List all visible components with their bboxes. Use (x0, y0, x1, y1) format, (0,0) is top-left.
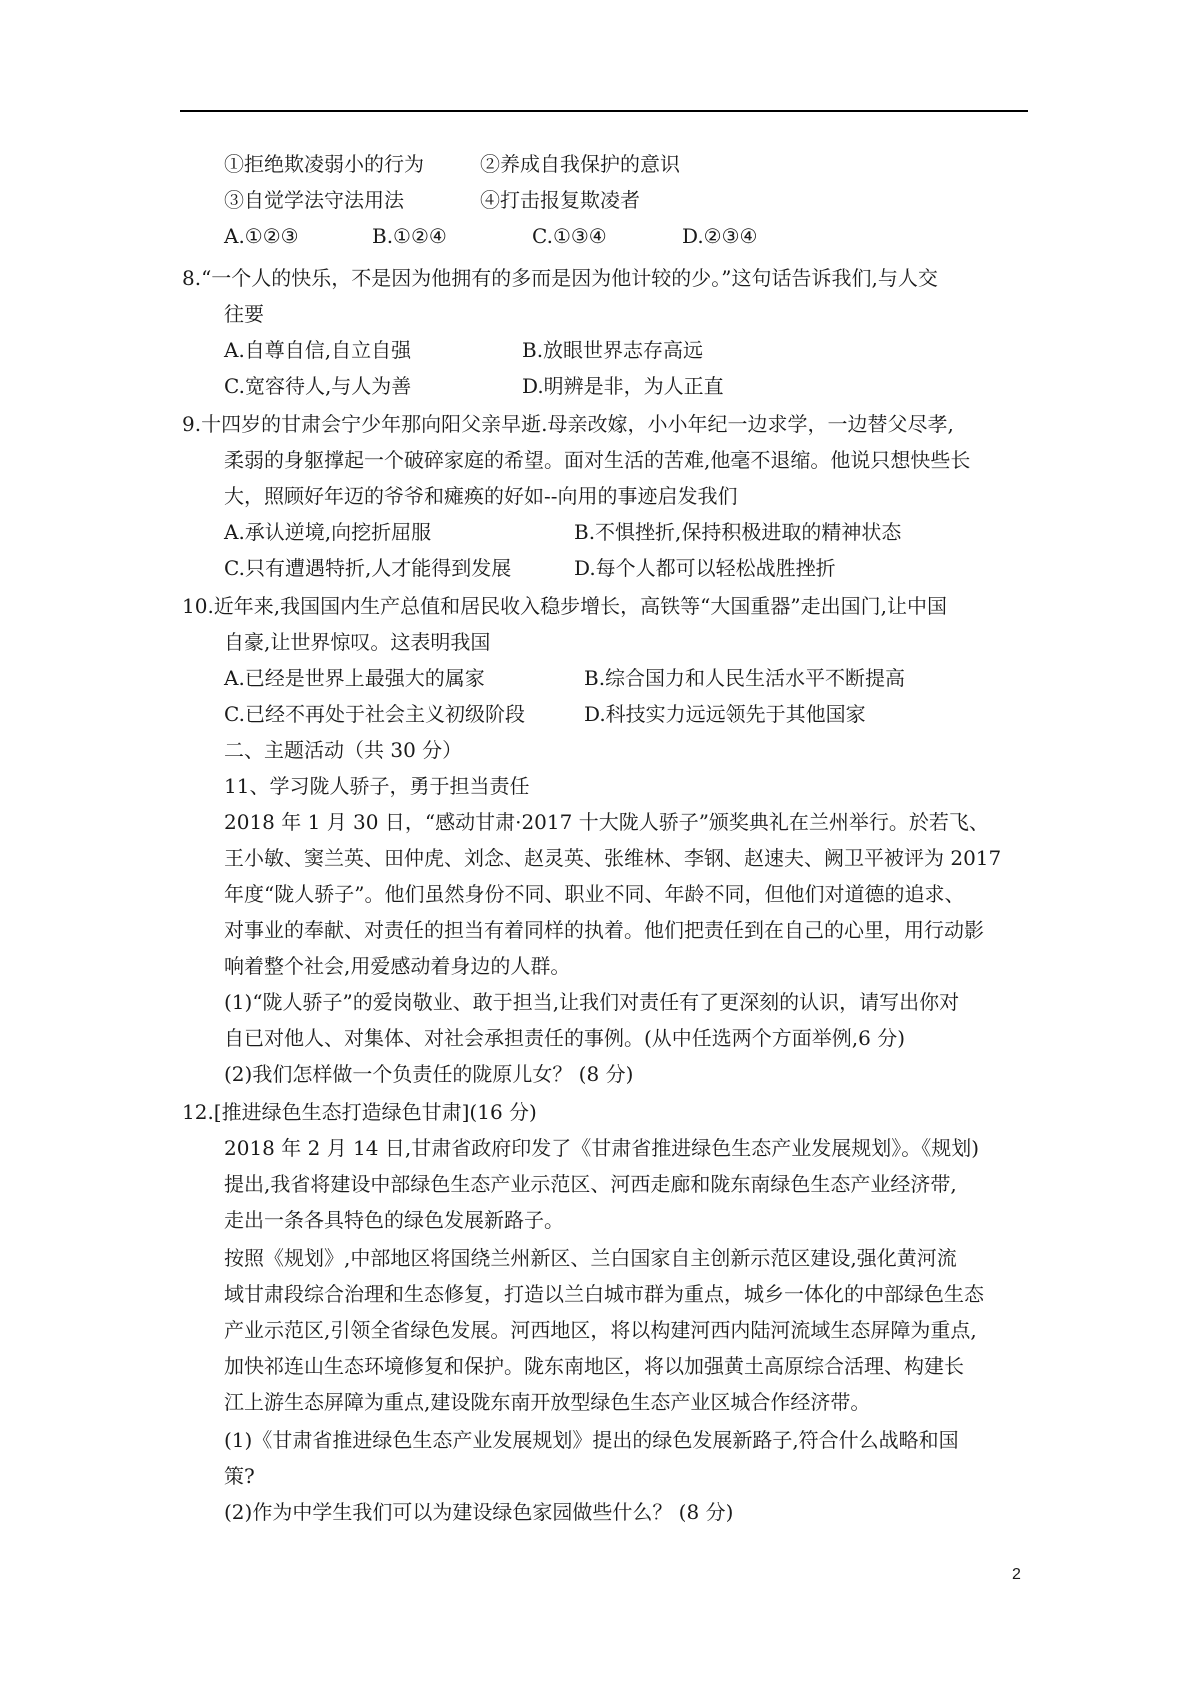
q10-option-a: A.已经是世界上最强大的属家 (224, 666, 485, 690)
q12-para-line6: 产业示范区,引领全省绿色发展。河西地区，将以构建河西内陆河流域生态屏障为重点, (224, 1318, 977, 1342)
q12-para-line1: 2018 年 2 月 14 日,甘肃省政府印发了《甘肃省推进绿色生态产业发展规划》。《规划) (224, 1136, 980, 1160)
section2-heading: 二、主题活动（共 30 分） (224, 738, 463, 762)
header-rule (180, 110, 1028, 112)
q12-para-line3: 走出一条各具特色的绿色发展新路子。 (224, 1208, 564, 1232)
q12-para-line4: 按照《规划》,中部地区将国绕兰州新区、兰白国家自主创新示范区建设,强化黄河流 (224, 1246, 957, 1270)
q12-subq1-line2: 策? (224, 1464, 255, 1488)
q12-subq1-line1: (1)《甘肃省推进绿色生态产业发展规划》提出的绿色发展新路子,符合什么战略和国 (224, 1428, 959, 1452)
q9-option-d: D.每个人都可以轻松战胜挫折 (574, 556, 836, 580)
q9-options-row1 (224, 518, 901, 546)
q7-option-b: B.①②④ (372, 224, 447, 248)
q9-stem-line3: 大，照顾好年迈的爷爷和瘫痪的好如--向用的事迹启发我们 (224, 484, 738, 508)
q7-statement-2: ②养成自我保护的意识 (480, 152, 680, 176)
q10-option-c: C.已经不再处于社会主义初级阶段 (224, 702, 525, 726)
q9-stem-line2: 柔弱的身躯撑起一个破碎家庭的希望。面对生活的苦难,他毫不退缩。他说只想快些长 (224, 448, 971, 472)
q10-stem-line2: 自豪,让世界惊叹。这表明我国 (224, 630, 491, 654)
q12-para-line7: 加快祁连山生态环境修复和保护。陇东南地区，将以加强黄土高原综合活理、构建长 (224, 1354, 964, 1378)
q7-options (224, 222, 757, 250)
q8-option-b: B.放眼世界志存高远 (522, 338, 704, 362)
q7-statement-3: ③自觉学法守法用法 (224, 188, 404, 212)
q8-option-c: C.宽容待人,与人为善 (224, 374, 412, 398)
q12-para-line5: 域甘肃段综合治理和生态修复，打造以兰白城市群为重点，城乡一体化的中部绿色生态 (224, 1282, 984, 1306)
q10-options-row1 (224, 664, 905, 692)
q8-option-d: D.明辨是非，为人正直 (522, 374, 724, 398)
q7-statement-1: ①拒绝欺凌弱小的行为 (224, 152, 424, 176)
q11-subq1-line2: 自已对他人、对集体、对社会承担责任的事例。(从中任选两个方面举例,6 分) (224, 1026, 906, 1050)
q7-statements-row2 (224, 186, 640, 214)
q9-option-b: B.不惧挫折,保持积极进取的精神状态 (574, 520, 902, 544)
q7-statement-4: ④打击报复欺凌者 (480, 188, 640, 212)
q8-options-row1 (224, 336, 703, 364)
q8-options-row2 (224, 372, 724, 400)
q9-option-c: C.只有遭遇特折,人才能得到发展 (224, 556, 512, 580)
q11-title: 11、学习陇人骄子，勇于担当责任 (224, 774, 530, 798)
q11-para-line2: 王小敏、窦兰英、田仲虎、刘念、赵灵英、张维林、李钢、赵速夫、阙卫平被评为 2017 (224, 846, 1002, 870)
q10-stem-line1: 10.近年来,我国国内生产总值和居民收入稳步增长，高铁等“大国重器”走出国门,让中国 (182, 594, 947, 618)
q11-para-line1: 2018 年 1 月 30 日，“感动甘肃·2017 十大陇人骄子”颁奖典礼在兰州举行。於若飞、 (224, 810, 989, 834)
q9-options-row2 (224, 554, 836, 582)
q11-para-line5: 响着整个社会,用爱感动着身边的人群。 (224, 954, 571, 978)
q12-para-line8: 江上游生态屏障为重点,建设陇东南开放型绿色生态产业区城合作经济带。 (224, 1390, 871, 1414)
q11-para-line3: 年度“陇人骄子”。他们虽然身份不同、职业不同、年龄不同，但他们对道德的追求、 (224, 882, 965, 906)
q8-stem-line1: 8.“一个人的快乐，不是因为他拥有的多而是因为他计较的少。”这句话告诉我们,与人交 (182, 266, 938, 290)
page-number: 2 (1012, 1566, 1021, 1583)
q10-options-row2 (224, 700, 866, 728)
q7-option-a: A.①②③ (224, 224, 299, 248)
q9-option-a: A.承认逆境,向挖折屈服 (224, 520, 432, 544)
q8-option-a: A.自尊自信,自立自强 (224, 338, 412, 362)
q10-option-d: D.科技实力远远领先于其他国家 (584, 702, 866, 726)
q10-option-b: B.综合国力和人民生活水平不断提高 (584, 666, 906, 690)
q8-stem-line2: 往要 (224, 302, 264, 326)
q12-para-line2: 提出,我省将建设中部绿色生态产业示范区、河西走廊和陇东南绿色生态产业经济带, (224, 1172, 957, 1196)
q7-statements-row1 (224, 150, 680, 178)
q11-subq1-line1: (1)“陇人骄子”的爱岗敬业、敢于担当,让我们对责任有了更深刻的认识，请写出你对 (224, 990, 960, 1014)
q11-para-line4: 对事业的奉献、对责任的担当有着同样的执着。他们把责任到在自己的心里，用行动影 (224, 918, 984, 942)
q7-option-d: D.②③④ (682, 224, 758, 248)
q12-subq2: (2)作为中学生我们可以为建设绿色家园做些什么？ (8 分) (224, 1500, 734, 1524)
q7-option-c: C.①③④ (532, 224, 607, 248)
q11-subq2: (2)我们怎样做一个负责任的陇原儿女？ (8 分) (224, 1062, 634, 1086)
q9-stem-line1: 9.十四岁的甘肃会宁少年那向阳父亲早逝.母亲改嫁，小小年纪一边求学，一边替父尽孝, (182, 412, 954, 436)
q12-title: 12.[推进绿色生态打造绿色甘肃](16 分) (182, 1100, 537, 1124)
